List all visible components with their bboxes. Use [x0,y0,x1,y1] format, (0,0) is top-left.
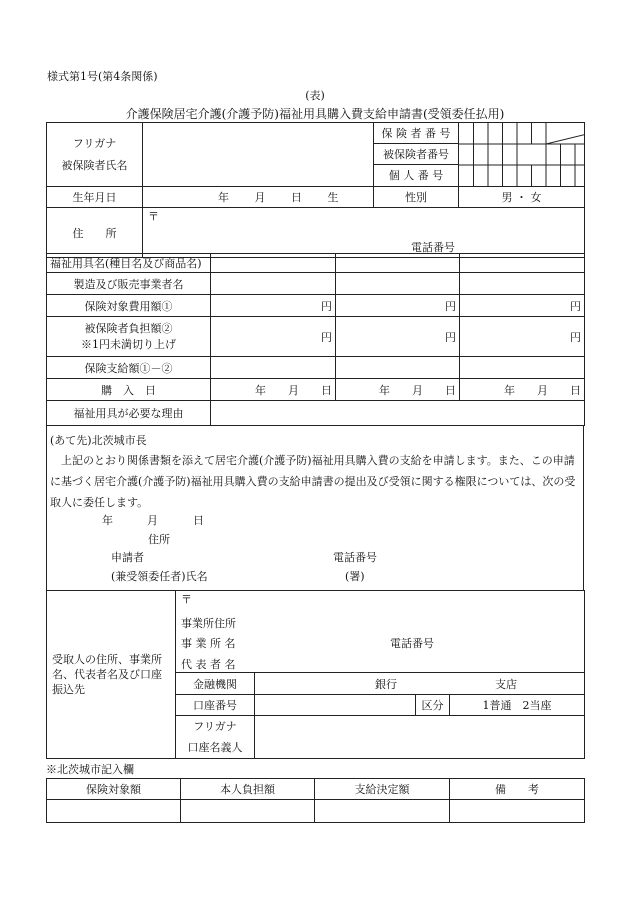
product-name-2[interactable] [336,254,460,273]
insured-number-label: 被保険者番号 [374,144,458,165]
burden-2[interactable]: 円 [336,317,460,357]
reason-field[interactable] [211,401,585,426]
purchase-date-1[interactable]: 年 月 日 [211,379,336,401]
delegate-name-label: (兼受領委任者)氏名 [111,570,208,583]
page-title: 介護保険居宅介護(介護予防)福祉用具購入費支給申請書(受領委任払用) [125,107,505,121]
sex-label-cell [374,187,459,208]
account-furigana-label: フリガナ [193,720,237,733]
account-category-label: 区分 [416,695,450,716]
payment-1[interactable] [211,357,336,379]
personal-number-label: 個 人 番 号 [388,169,444,182]
birth-label: 生年月日 [47,187,143,208]
declaration-year: 年 [102,514,113,527]
recipient-section-label: 受取人の住所、事業所名、代表者名及び口座振込先 [47,591,176,759]
address-label: 住 所 [47,208,143,258]
maker-2[interactable] [336,273,460,295]
covered-cost-3[interactable]: 円 [460,295,585,317]
items-table [46,253,585,426]
seal-note: (署) [345,570,365,583]
payment-3[interactable] [460,357,585,379]
purchase-date-2[interactable]: 年 月 日 [336,379,460,401]
city-header-burden: 本人負担額 [181,779,315,800]
burden-label: 被保険者負担額② [84,321,173,335]
applicant-address-label: 住所 [148,533,170,546]
city-header-remarks: 備 考 [450,779,585,800]
name-label-cell [47,123,143,187]
office-address-label: 事業所住所 [181,617,236,630]
insured-name-field[interactable] [143,123,374,187]
number-digit-boxes[interactable] [459,123,585,187]
city-decision-field[interactable] [315,800,450,823]
office-name-label: 事 業 所 名 [181,637,236,650]
maker-3[interactable] [460,273,585,295]
applicant-table [46,122,585,258]
burden-1[interactable]: 円 [211,317,336,357]
city-covered-field[interactable] [47,800,181,823]
burden-3[interactable]: 円 [460,317,585,357]
account-holder-label-cell [176,716,255,759]
recipient-postal-mark: 〒 [181,593,192,606]
bank-suffix: 銀行 [375,678,397,691]
digit-grid[interactable] [459,123,585,186]
payment-label: 保険支給額①－② [47,357,211,379]
sex-label: 性別 [405,191,428,204]
product-name-1[interactable] [211,254,336,273]
form-number: 様式第1号(第4条関係) [47,70,158,83]
insurer-number-label: 保 険 者 番 号 [374,123,458,144]
city-remarks-field[interactable] [450,800,585,823]
branch-suffix: 支店 [495,678,517,691]
declaration-day: 日 [193,514,204,527]
maker-1[interactable] [211,273,336,295]
burden-note: ※1円未満切り上げ [81,337,176,351]
applicant-label: 申請者 [111,551,144,564]
representative-label: 代 表 者 名 [181,658,236,671]
maker-label: 製造及び販売事業者名 [47,273,211,295]
city-use-table [46,778,585,823]
burden-label-cell [47,317,211,357]
account-category-options[interactable]: 1普通 2当座 [450,695,585,716]
applicant-phone-label: 電話番号 [333,551,377,564]
recipient-table [46,590,585,759]
covered-cost-2[interactable]: 円 [336,295,460,317]
insured-name-label: 被保険者氏名 [61,158,128,172]
declaration-month: 月 [147,514,158,527]
address-field[interactable] [143,208,585,258]
recipient-office-field[interactable] [176,591,585,673]
product-name-3[interactable] [460,254,585,273]
account-holder-label: 口座名義人 [187,741,243,754]
addressee: (あて先)北茨城市長 [50,434,147,447]
form-side: (表) [305,89,325,102]
account-holder-field[interactable] [255,716,585,759]
purchase-date-label: 購 入 日 [47,379,211,401]
covered-cost-1[interactable]: 円 [211,295,336,317]
city-header-decision: 支給決定額 [315,779,450,800]
address-phone-label: 電話番号 [411,241,455,254]
office-phone-label: 電話番号 [390,637,434,650]
covered-cost-label: 保険対象費用額① [47,295,211,317]
account-number-label: 口座番号 [176,695,255,716]
declaration-text: 上記のとおり関係書類を添えて居宅介護(介護予防)福祉用具購入費の支給を申請します。また、この申請に基づく居宅介護(介護予防)福祉用具購入費の支給申請書の提出及び受領に関する権限については、次の受取人に委任します。 [50,454,576,509]
reason-label: 福祉用具が必要な理由 [47,401,211,426]
city-burden-field[interactable] [181,800,315,823]
purchase-date-3[interactable]: 年 月 日 [460,379,585,401]
postal-mark: 〒 [148,210,159,223]
furigana-label: フリガナ [72,136,117,150]
product-name-label: 福祉用具名(種目名及び商品名) [47,254,211,273]
payment-2[interactable] [336,357,460,379]
account-number-field[interactable] [255,695,416,716]
city-header-covered: 保険対象額 [47,779,181,800]
number-labels-cell [374,123,459,187]
sex-options[interactable]: 男 ・ 女 [459,187,585,208]
bank-field[interactable] [255,673,585,695]
bank-label: 金融機関 [176,673,255,695]
birth-date-field[interactable]: 年 月 日 生 [143,187,374,208]
city-use-title: ※北茨城市記入欄 [46,763,134,776]
